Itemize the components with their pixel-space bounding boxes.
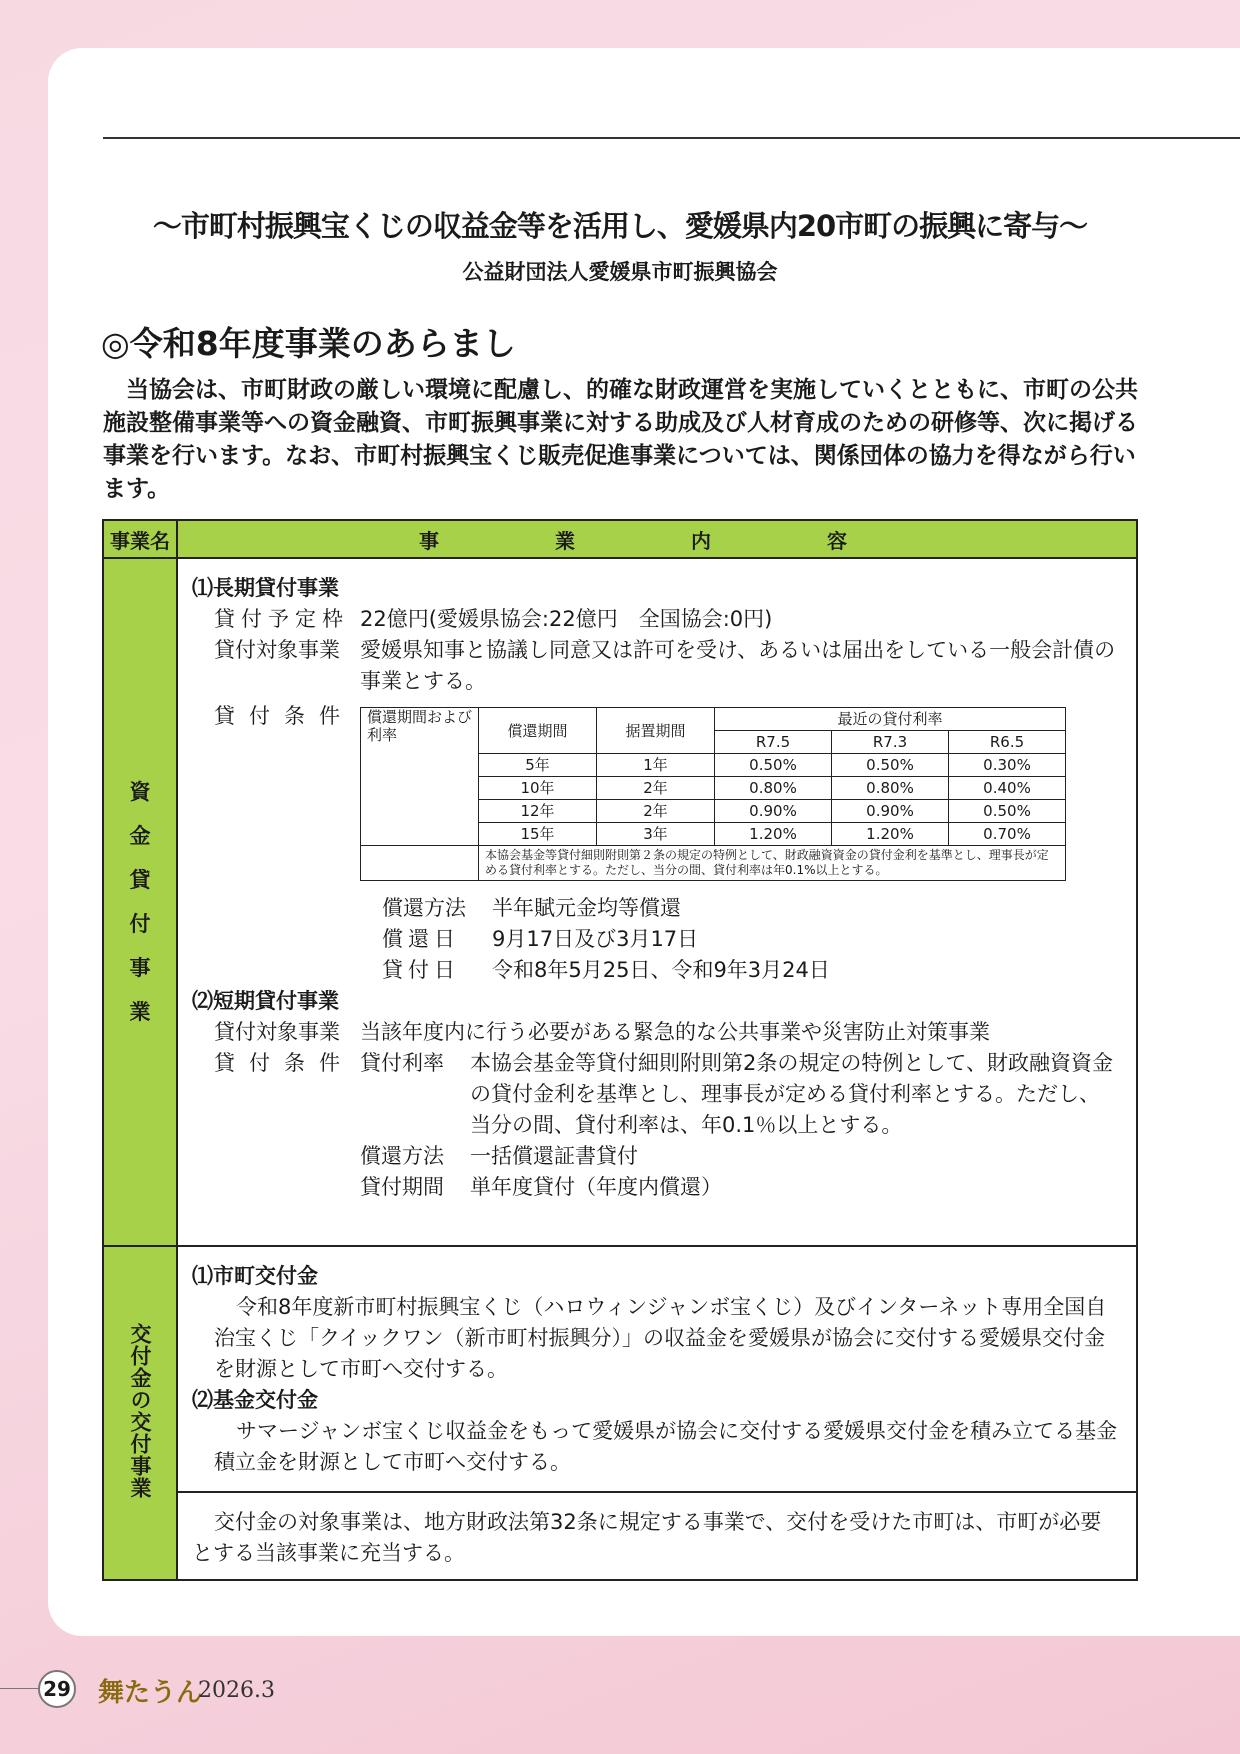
long-loan-sub-row: 償還方法 半年賦元金均等償還 (382, 896, 681, 920)
long-loan-sub-row: 貸付日 令和8年5月25日、令和9年3月24日 (382, 958, 830, 982)
rate-row: 15年 3年 1.20% 1.20% 0.70% (361, 823, 1066, 846)
rate-corner-label: 償還期間および利率 (361, 708, 479, 846)
subtitle: ～市町村振興宝くじの収益金等を活用し、愛媛県内20市町の振興に寄与～ (152, 209, 1088, 243)
short-loan-row: 貸付対象事業 当該年度内に行う必要がある緊急的な公共事業や災害防止対策事業 (214, 1020, 990, 1044)
grant-content (177, 1246, 1137, 1492)
intro-paragraph: 当協会は、市町財政の厳しい環境に配慮し、的確な財政運営を実施していくとともに、市町の公共施設整備事業等への資金融資、市町振興事業に対する助成及び人材育成のための研修等、次に掲げる事業を行います。なお、市町村振興宝くじ販売促進事業については、関係団体の協力を得ながら行います。 (103, 377, 1138, 502)
interest-rate-table: 償還期間および利率 償還期間 据置期間 最近の貸付利率 R7.5 R7.3 R6.5 5年 1年 0.50% 0.50% 0.30% 10年 2年 0.80% 0.80% 0.40% 12年 2年 0.90% 0.90% 0.50% 15年 3年 1.20% 1.20% 0.70% 本協会基金等貸付細則附則第２条の規定の特例として、財政融資資金の貸付金利を基準とし、理事長が定める貸付利率とする。ただし、当分の間、貸付利率は年0.1%以上とする。 (360, 707, 1066, 881)
issue-date: 2026.3 (198, 1678, 275, 1703)
top-rule (103, 137, 1240, 139)
rate-row: 10年 2年 0.80% 0.80% 0.40% (361, 777, 1066, 800)
loan-side-label: 資 金 貸 付 事 業 (103, 558, 177, 1246)
loan-content (177, 558, 1137, 1246)
long-loan-row: 貸付対象事業 愛媛県知事と協議し同意又は許可を受け、あるいは届出をしている一般会計債の事業とする。 (214, 638, 1116, 693)
page-number: 29 (38, 1670, 76, 1708)
fund-grant-text: サマージャンボ宝くじ収益金をもって愛媛県が協会に交付する愛媛県交付金を積み立てる基金積立金を財源として市町へ交付する。 (214, 1419, 1118, 1474)
short-loan-row: 貸付条件 貸付利率 本協会基金等貸付細則附則第2条の規定の特例として、財政融資資金の貸付金利を基準とし、理事長が定める貸付利率とする。ただし、当分の間、貸付利率は、年0.1％以上とする。 償還方法 一括償還証書貸付 貸付期間 単年度貸付（年度内償還） (214, 1051, 1113, 1199)
section-heading: ◎令和8年度事業のあらまし (101, 324, 516, 363)
municipal-grant-text: 令和8年度新市町村振興宝くじ（ハロウィンジャンボ宝くじ）及びインターネット専用全国自治宝くじ「クイックワン（新市町村振興分）」の収益金を愛媛県が協会に交付する愛媛県交付金を財源として市町へ交付する。 (214, 1295, 1107, 1381)
long-loan-row: 貸付予定枠 22億円(愛媛県協会:22億円 全国協会:0円) (214, 607, 773, 631)
long-loan-sub-row: 償還日 9月17日及び3月17日 (382, 927, 699, 951)
business-table (102, 519, 1138, 1581)
grant-side-label: 交付金の交付事業 (103, 1246, 177, 1580)
rate-note: 本協会基金等貸付細則附則第２条の規定の特例として、財政融資資金の貸付金利を基準とし、理事長が定める貸付利率とする。ただし、当分の間、貸付利率は年0.1%以上とする。 (479, 846, 1066, 881)
header-business-name: 事業名 (103, 520, 177, 558)
fund-grant-title: ⑵基金交付金 (192, 1388, 318, 1412)
short-loan-title: ⑵短期貸付事業 (192, 989, 339, 1013)
footer-line (0, 1688, 38, 1689)
organization-name: 公益財団法人愛媛県市町振興協会 (462, 260, 778, 284)
long-loan-title: ⑴長期貸付事業 (192, 576, 339, 600)
grant-note: 交付金の対象事業は、地方財政法第32条に規定する事業で、交付を受けた市町は、市町が必要とする当該事業に充当する。 (177, 1492, 1137, 1580)
loan-condition-row: 貸付条件 償還期間および利率 償還期間 据置期間 最近の貸付利率 R7.5 R7.3 R6.5 5年 1年 0.50% 0.50% 0.30% 10年 2年 0.80% 0.80% 0.40% 12年 2年 0.90% 0.90% 0.50% 15年 3年 1.20% 1.20% 0.70% 本協会基金等貸付細則附則第２条の規定の特例として、財政融資資金の貸付金利を基準とし、理事長が定める貸付利率とする。ただし、当分の間、貸付利率は年0.1%以上とする。 (192, 701, 1120, 887)
rate-row: 5年 1年 0.50% 0.50% 0.30% (361, 754, 1066, 777)
municipal-grant-title: ⑴市町交付金 (192, 1264, 318, 1288)
header-business-content: 事 業 内 容 (177, 520, 1137, 558)
rate-row: 12年 2年 0.90% 0.90% 0.50% (361, 800, 1066, 823)
magazine-logo: 舞たうん (98, 1678, 203, 1708)
